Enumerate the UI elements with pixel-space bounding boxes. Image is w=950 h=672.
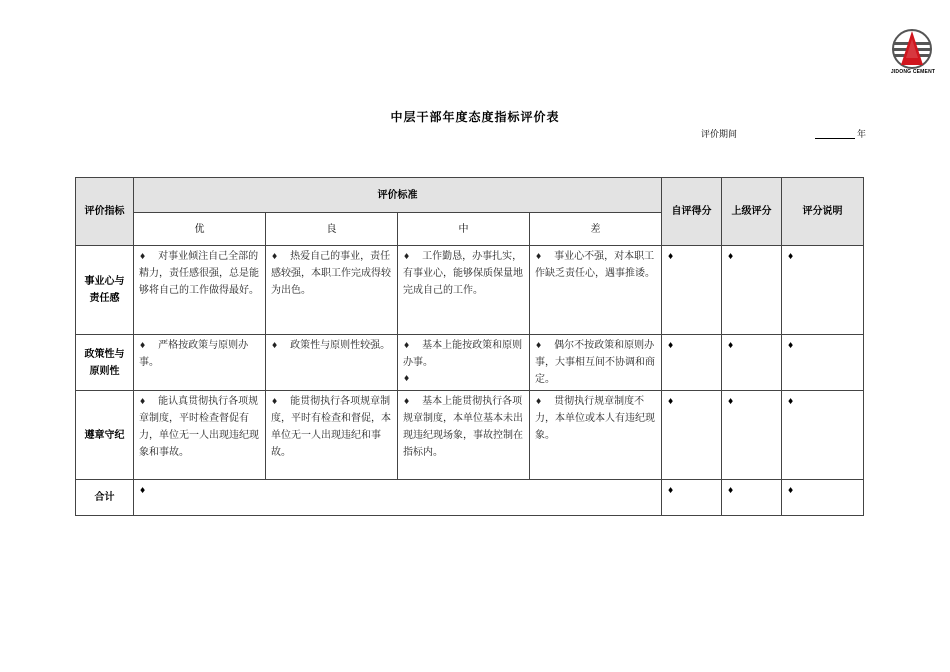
bullet-icon: ♦ [727,397,735,406]
total-row [76,480,864,516]
row-label: 事业心与责任感 [76,246,134,335]
bullet-icon: ♦ [139,252,147,261]
criteria-cell: ♦ 对事业倾注自己全部的精力，责任感很强，总是能够将自己的工作做得最好。 [134,246,266,335]
bullet-icon: ♦ [667,486,675,495]
criteria-cell: ♦ 工作勤恳，办事扎实，有事业心，能够保质保量地完成自己的工作。 [398,246,530,335]
document-title: 中层干部年度态度指标评价表 [390,110,560,124]
bullet-icon: ♦ [727,486,735,495]
logo-caption: JIDONG CEMENT [890,69,936,75]
self-score-cell[interactable] [662,335,722,391]
bullet-icon: ♦ [535,397,543,406]
notes-cell[interactable] [782,335,864,391]
header-indicator: 评价指标 [76,178,134,246]
period-year-unit: 年 [857,130,867,140]
criteria-cell: ♦ 能认真贯彻执行各项规章制度，平时检查督促有力，单位无一人出现违纪现象和事故。 [134,391,266,480]
bullet-icon: ♦ [271,252,279,261]
bullet-icon: ♦ [787,486,795,495]
table-row [76,391,864,480]
self-score-cell[interactable] [662,391,722,480]
header-superior-score: 上级评分 [722,178,782,246]
total-criteria-cell [134,480,662,516]
criteria-cell: ♦ 基本上能贯彻执行各项规章制度，本单位基本未出现违纪现场象，事故控制在指标内。 [398,391,530,480]
bullet-icon: ♦ [667,252,675,261]
self-score-cell[interactable] [662,246,722,335]
bullet-icon: ♦ [727,252,735,261]
criteria-cell: ♦ 能贯彻执行各项规章制度，平时有检查和督促，本单位无一人出现违纪和事故。 [266,391,398,480]
bullet-icon: ♦ [271,341,279,350]
evaluation-table [75,177,864,516]
bullet-icon: ♦ [403,341,411,350]
criteria-cell: ♦ 偶尔不按政策和原则办事，大事相互间不协调和商定。 [530,335,662,391]
bullet-icon: ♦ [271,397,279,406]
bullet-icon: ♦ [787,397,795,406]
criteria-cell: ♦ 严格按政策与原则办事。 [134,335,266,391]
bullet-icon: ♦ [787,252,795,261]
superior-score-cell[interactable] [722,246,782,335]
criteria-cell: ♦ 热爱自己的事业，责任感较强，本职工作完成得较为出色。 [266,246,398,335]
period-label: 评价期间 [701,130,738,140]
table-row [76,335,864,391]
total-notes-cell[interactable] [782,480,864,516]
bullet-icon: ♦ [139,397,147,406]
total-superior-score-cell[interactable] [722,480,782,516]
header-self-score: 自评得分 [662,178,722,246]
bullet-icon: ♦ [139,486,147,495]
superior-score-cell[interactable] [722,391,782,480]
header-level-excellent: 优 [134,213,266,246]
total-self-score-cell[interactable] [662,480,722,516]
bullet-icon: ♦ [727,341,735,350]
criteria-cell: ♦ 政策性与原则性较强。 [266,335,398,391]
row-label: 政策性与原则性 [76,335,134,391]
bullet-icon: ♦ [535,252,543,261]
bullet-icon: ♦ [403,374,411,383]
table-row [76,246,864,335]
total-label: 合计 [76,480,134,516]
bullet-icon: ♦ [403,252,411,261]
bullet-icon: ♦ [787,341,795,350]
bullet-icon: ♦ [535,341,543,350]
superior-score-cell[interactable] [722,335,782,391]
notes-cell[interactable] [782,246,864,335]
bullet-icon: ♦ [403,397,411,406]
criteria-cell: ♦ 贯彻执行规章制度不力，本单位或本人有违纪现象。 [530,391,662,480]
header-level-good: 良 [266,213,398,246]
bullet-icon: ♦ [139,341,147,350]
bullet-icon: ♦ [667,397,675,406]
header-level-poor: 差 [530,213,662,246]
criteria-cell: ♦ 基本上能按政策和原则办事。 ♦ [398,335,530,391]
notes-cell[interactable] [782,391,864,480]
header-standard: 评价标准 [134,178,662,213]
period-blank[interactable] [815,128,855,139]
bullet-icon: ♦ [667,341,675,350]
header-level-medium: 中 [398,213,530,246]
criteria-cell: ♦ 事业心不强，对本职工作缺乏责任心，遇事推诿。 [530,246,662,335]
header-notes: 评分说明 [782,178,864,246]
row-label: 遵章守纪 [76,391,134,480]
